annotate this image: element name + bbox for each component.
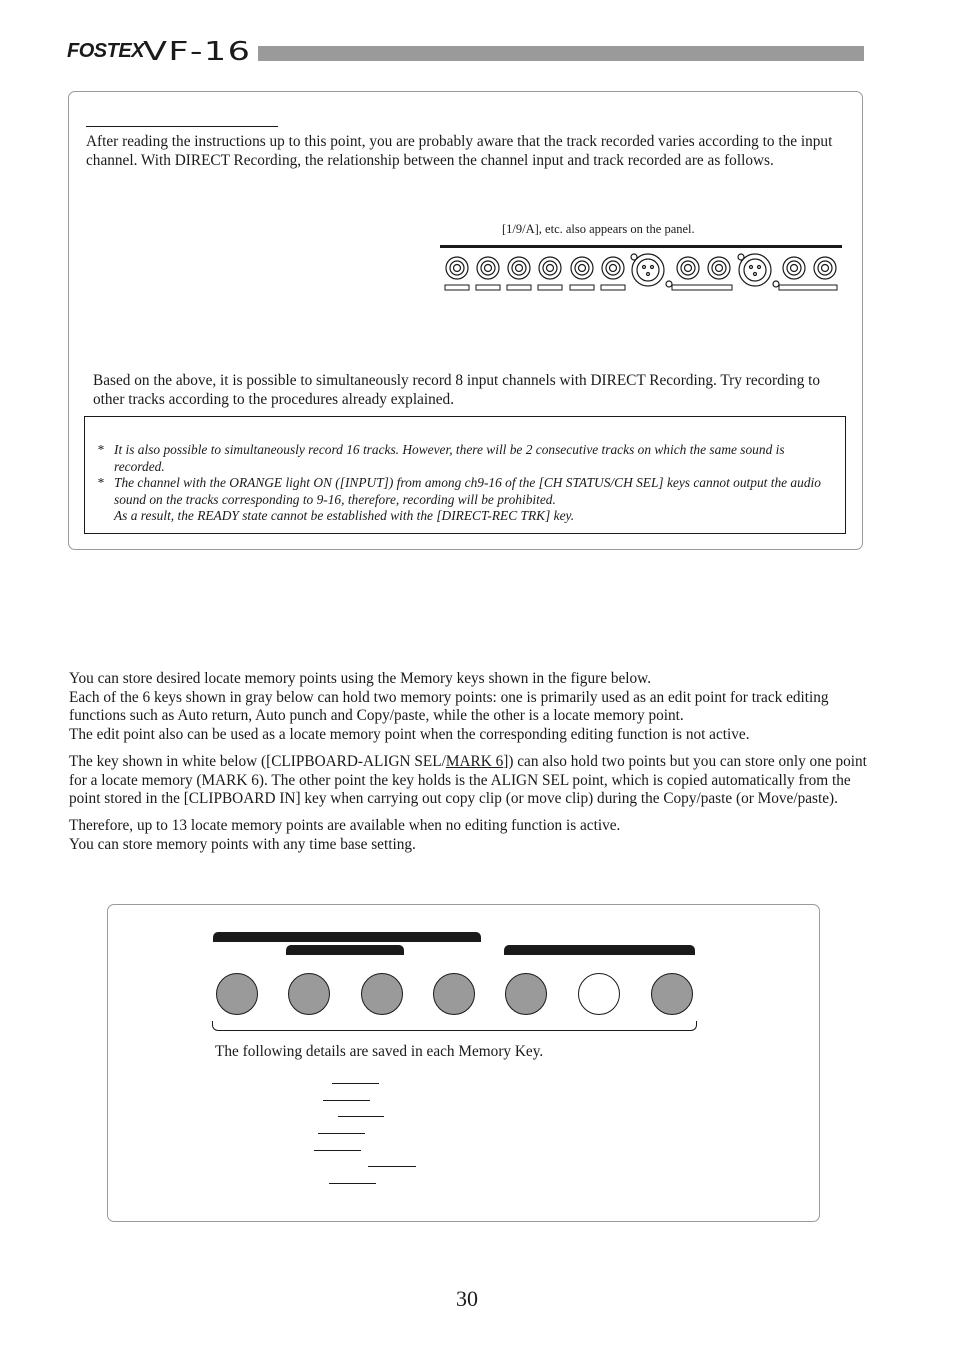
memory-key-1[interactable] xyxy=(216,973,258,1015)
memory-paragraph-2: Each of the 6 keys shown in gray below can hold two memory points: one is primarily used as an edit point for track editing functions such as Auto return, Auto punch and Copy/paste, while the other is a locate memory point. xyxy=(69,688,829,725)
page-number: 30 xyxy=(456,1286,478,1311)
xlr-jack-1 xyxy=(631,254,672,287)
key-group-bar xyxy=(504,945,695,955)
header-bar xyxy=(258,46,864,61)
memory-section-text xyxy=(69,670,869,854)
memory-key-7[interactable] xyxy=(651,973,693,1015)
memory-paragraph-4-start: The key shown in white below ([CLIPBOARD-ALIGN SEL/ xyxy=(69,752,446,770)
note-item xyxy=(97,442,832,475)
jack-2 xyxy=(477,257,499,279)
panel-caption: [1/9/A], etc. also appears on the panel. xyxy=(502,222,695,236)
jack-7 xyxy=(677,257,699,279)
note-item xyxy=(97,475,832,508)
detail-underline xyxy=(329,1183,376,1184)
xlr-jack-2 xyxy=(738,254,779,287)
input-jacks xyxy=(446,254,836,287)
direct-recording-intro: After reading the instructions up to this point, you are probably aware that the track recorded varies according to the input channel. With DIRECT Recording, the relationship between the channel input and track recorded are as follows. xyxy=(86,133,833,169)
memory-keys-figure xyxy=(107,904,820,1222)
key-group-bar xyxy=(286,945,404,955)
jack-10 xyxy=(814,257,836,279)
memory-paragraph-6: You can store memory points with any time base setting. xyxy=(69,835,416,853)
direct-recording-summary: Based on the above, it is possible to simultaneously record 8 input channels with DIRECT Recording. Try recording to other tracks according to the procedures already explained. xyxy=(93,372,821,408)
detail-underline xyxy=(338,1116,384,1117)
note-marker: * xyxy=(97,442,104,457)
notes-box xyxy=(84,416,846,534)
detail-underline xyxy=(323,1100,370,1101)
note-text: It is also possible to simultaneously record 16 tracks. However, there will be 2 consecutive tracks on which the same sound is recorded. xyxy=(114,442,785,474)
memory-key-5[interactable] xyxy=(505,973,547,1015)
jack-8 xyxy=(708,257,730,279)
memory-paragraph-1: You can store desired locate memory points using the Memory keys shown in the figure below. xyxy=(69,670,652,687)
detail-underline xyxy=(314,1150,361,1151)
jack-4 xyxy=(539,257,561,279)
note-text: As a result, the READY state cannot be established with the [DIRECT-REC TRK] key. xyxy=(114,508,575,523)
detail-underline xyxy=(318,1133,365,1134)
memory-details-caption: The following details are saved in each Memory Key. xyxy=(215,1043,544,1060)
section-title-underline xyxy=(86,126,278,127)
model-logo: VF-16 xyxy=(143,37,252,67)
memory-paragraph-5: Therefore, up to 13 locate memory points are available when no editing function is active. xyxy=(69,816,621,834)
key-group-bar xyxy=(213,932,481,942)
note-item xyxy=(97,508,832,525)
memory-key-2[interactable] xyxy=(288,973,330,1015)
jack-9 xyxy=(783,257,805,279)
memory-key-4[interactable] xyxy=(433,973,475,1015)
memory-key-3[interactable] xyxy=(361,973,403,1015)
key-group-base xyxy=(212,1021,697,1031)
detail-underline xyxy=(332,1083,379,1084)
brand-logo: FOSTEX xyxy=(67,40,145,62)
mark-6-label: MARK 6 xyxy=(445,752,504,770)
clipboard-align-sel-mark-6-key[interactable] xyxy=(578,973,620,1015)
input-panel-diagram xyxy=(440,248,842,296)
jack-6 xyxy=(602,257,624,279)
jack-3 xyxy=(508,257,530,279)
note-text: The channel with the ORANGE light ON ([INPUT]) from among ch9-16 of the [CH STATUS/CH SEL] keys cannot output the audio sound on the tracks corresponding to 9-16, therefore, recording will be prohibited. xyxy=(114,475,821,507)
note-marker: * xyxy=(97,475,104,490)
detail-underline xyxy=(368,1166,416,1167)
memory-paragraph-3: The edit point also can be used as a locate memory point when the corresponding editing function is not active. xyxy=(69,726,750,744)
memory-paragraph-4-end: ]) can also hold two points but you can store only one point for a locate memory (MARK 6). The other point the key holds is the ALIGN SEL point, which is copied automatically from the point stored in the [CLIPBOARD IN] key when carrying out copy clip (or move clip) during the Copy/paste (or Move/paste). xyxy=(69,752,867,808)
jack-1 xyxy=(446,257,468,279)
jack-5 xyxy=(571,257,593,279)
memory-paragraph-4 xyxy=(69,753,869,809)
